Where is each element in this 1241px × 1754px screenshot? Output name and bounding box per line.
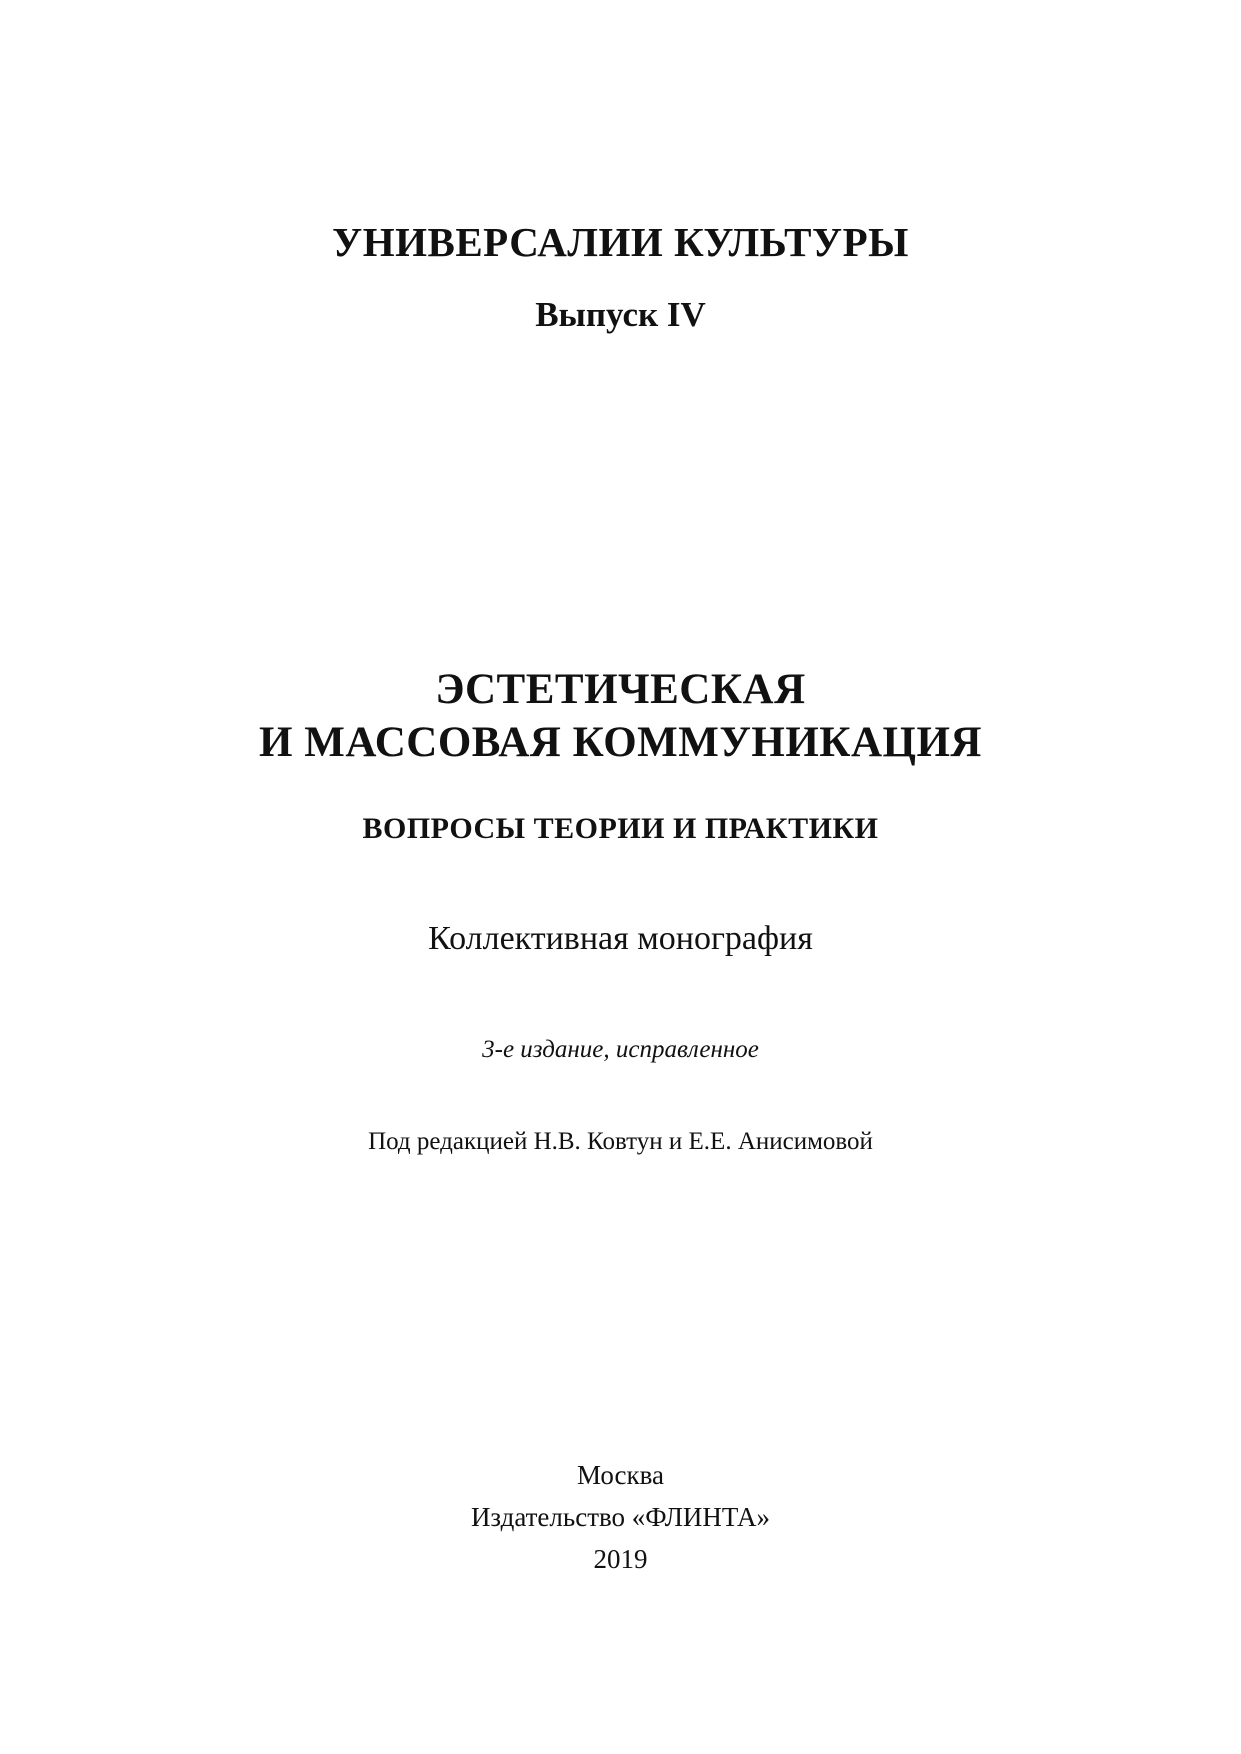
book-genre: Коллективная монография bbox=[428, 920, 813, 957]
book-title-line-2: И МАССОВАЯ КОММУНИКАЦИЯ bbox=[259, 719, 982, 766]
editors-credit: Под редакцией Н.В. Ковтун и Е.Е. Анисимовой bbox=[368, 1128, 873, 1155]
book-title-line-1: ЭСТЕТИЧЕСКАЯ bbox=[435, 666, 806, 713]
issue-number: Выпуск IV bbox=[535, 295, 706, 334]
imprint-city: Москва bbox=[577, 1460, 664, 1490]
imprint-year: 2019 bbox=[593, 1544, 648, 1574]
imprint-publisher: Издательство «ФЛИНТА» bbox=[470, 1502, 771, 1532]
book-subtitle: ВОПРОСЫ ТЕОРИИ И ПРАКТИКИ bbox=[362, 812, 879, 845]
edition-note: 3-е издание, исправленное bbox=[482, 1036, 759, 1063]
series-title: УНИВЕРСАЛИИ КУЛЬТУРЫ bbox=[332, 219, 909, 265]
